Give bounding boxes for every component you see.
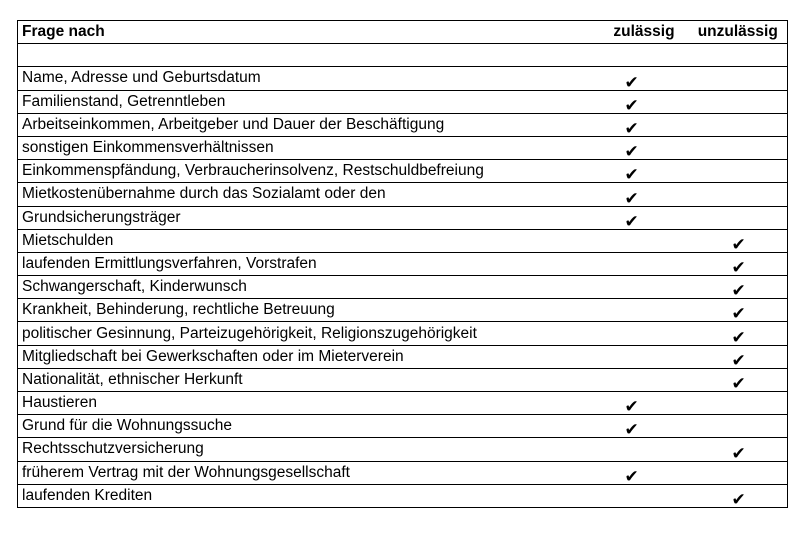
table-row (18, 136, 788, 159)
table-row (18, 484, 788, 507)
question-cell: Schwangerschaft, Kinderwunsch (18, 276, 600, 299)
checkmark-icon: ✔ (731, 281, 746, 299)
not-allowed-cell (689, 345, 788, 368)
checkmark-icon: ✔ (624, 72, 639, 91)
allowed-cell (600, 368, 689, 391)
question-cell: Haustieren (18, 392, 600, 415)
allowed-cell (600, 183, 689, 206)
not-allowed-cell (689, 90, 788, 113)
not-allowed-cell (689, 44, 788, 67)
checkmark-icon: ✔ (731, 304, 746, 322)
table-row (18, 90, 788, 113)
table-row (18, 67, 788, 90)
table-row (18, 160, 788, 183)
table-row (18, 183, 788, 206)
table-row (18, 345, 788, 368)
question-cell: Einkommenspfändung, Verbraucherinsolvenz, Restschuldbefreiung (18, 160, 600, 183)
not-allowed-cell (689, 67, 788, 90)
table-row (18, 438, 788, 461)
question-cell: laufenden Krediten (18, 484, 600, 507)
allowed-cell (600, 113, 689, 136)
question-cell: Grundsicherungsträger (18, 206, 600, 229)
not-allowed-cell (689, 415, 788, 438)
not-allowed-cell (689, 368, 788, 391)
questions-table (17, 20, 788, 508)
checkmark-icon: ✔ (624, 397, 639, 415)
allowed-cell (600, 252, 689, 275)
table-row (18, 44, 788, 67)
not-allowed-cell (689, 252, 788, 275)
checkmark-icon: ✔ (731, 350, 746, 369)
not-allowed-cell (689, 276, 788, 299)
not-allowed-cell (689, 392, 788, 415)
allowed-cell (600, 67, 689, 90)
checkmark-icon: ✔ (624, 211, 639, 230)
question-cell: Arbeitseinkommen, Arbeitgeber und Dauer der Beschäftigung (18, 113, 600, 136)
checkmark-icon: ✔ (624, 420, 639, 438)
not-allowed-cell (689, 299, 788, 322)
not-allowed-cell (689, 160, 788, 183)
question-cell: Krankheit, Behinderung, rechtliche Betreuung (18, 299, 600, 322)
not-allowed-cell (689, 136, 788, 159)
question-cell (18, 44, 600, 67)
allowed-cell (600, 438, 689, 461)
checkmark-icon: ✔ (731, 374, 746, 392)
questions-table-container (17, 20, 787, 508)
question-cell: sonstigen Einkommensverhältnissen (18, 136, 600, 159)
checkmark-icon: ✔ (624, 188, 639, 206)
allowed-cell (600, 461, 689, 484)
header-question: Frage nach (18, 21, 600, 44)
allowed-cell (600, 229, 689, 252)
not-allowed-cell (689, 229, 788, 252)
allowed-cell (600, 345, 689, 368)
table-body (18, 44, 788, 508)
checkmark-icon: ✔ (624, 466, 639, 485)
not-allowed-cell (689, 183, 788, 206)
question-cell: Mietschulden (18, 229, 600, 252)
table-row (18, 252, 788, 275)
allowed-cell (600, 322, 689, 345)
checkmark-icon: ✔ (624, 142, 639, 160)
allowed-cell (600, 90, 689, 113)
checkmark-icon: ✔ (624, 118, 639, 137)
table-row (18, 299, 788, 322)
checkmark-icon: ✔ (731, 327, 746, 346)
question-cell: politischer Gesinnung, Parteizugehörigkeit, Religionszugehörigkeit (18, 322, 600, 345)
question-cell: Familienstand, Getrenntleben (18, 90, 600, 113)
allowed-cell (600, 415, 689, 438)
header-not-allowed: unzulässig (689, 21, 788, 44)
allowed-cell (600, 392, 689, 415)
allowed-cell (600, 136, 689, 159)
checkmark-icon: ✔ (731, 443, 746, 462)
checkmark-icon: ✔ (624, 95, 639, 114)
table-row (18, 461, 788, 484)
question-cell: Mietkostenübernahme durch das Sozialamt oder den (18, 183, 600, 206)
question-cell: früherem Vertrag mit der Wohnungsgesellschaft (18, 461, 600, 484)
header-row (18, 21, 788, 44)
allowed-cell (600, 160, 689, 183)
not-allowed-cell (689, 206, 788, 229)
checkmark-icon: ✔ (624, 165, 639, 183)
table-row (18, 113, 788, 136)
header-allowed: zulässig (600, 21, 689, 44)
allowed-cell (600, 276, 689, 299)
not-allowed-cell (689, 438, 788, 461)
not-allowed-cell (689, 461, 788, 484)
not-allowed-cell (689, 113, 788, 136)
question-cell: Name, Adresse und Geburtsdatum (18, 67, 600, 90)
question-cell: laufenden Ermittlungsverfahren, Vorstrafen (18, 252, 600, 275)
checkmark-icon: ✔ (731, 258, 746, 276)
allowed-cell (600, 299, 689, 322)
table-row (18, 392, 788, 415)
question-cell: Nationalität, ethnischer Herkunft (18, 368, 600, 391)
table-row (18, 415, 788, 438)
question-cell: Mitgliedschaft bei Gewerkschaften oder im Mieterverein (18, 345, 600, 368)
not-allowed-cell (689, 484, 788, 507)
table-row (18, 276, 788, 299)
table-row (18, 229, 788, 252)
allowed-cell (600, 44, 689, 67)
allowed-cell (600, 484, 689, 507)
question-cell: Grund für die Wohnungssuche (18, 415, 600, 438)
table-row (18, 206, 788, 229)
allowed-cell (600, 206, 689, 229)
question-cell: Rechtsschutzversicherung (18, 438, 600, 461)
not-allowed-cell (689, 322, 788, 345)
checkmark-icon: ✔ (731, 234, 746, 253)
table-row (18, 322, 788, 345)
checkmark-icon: ✔ (731, 489, 746, 508)
table-row (18, 368, 788, 391)
